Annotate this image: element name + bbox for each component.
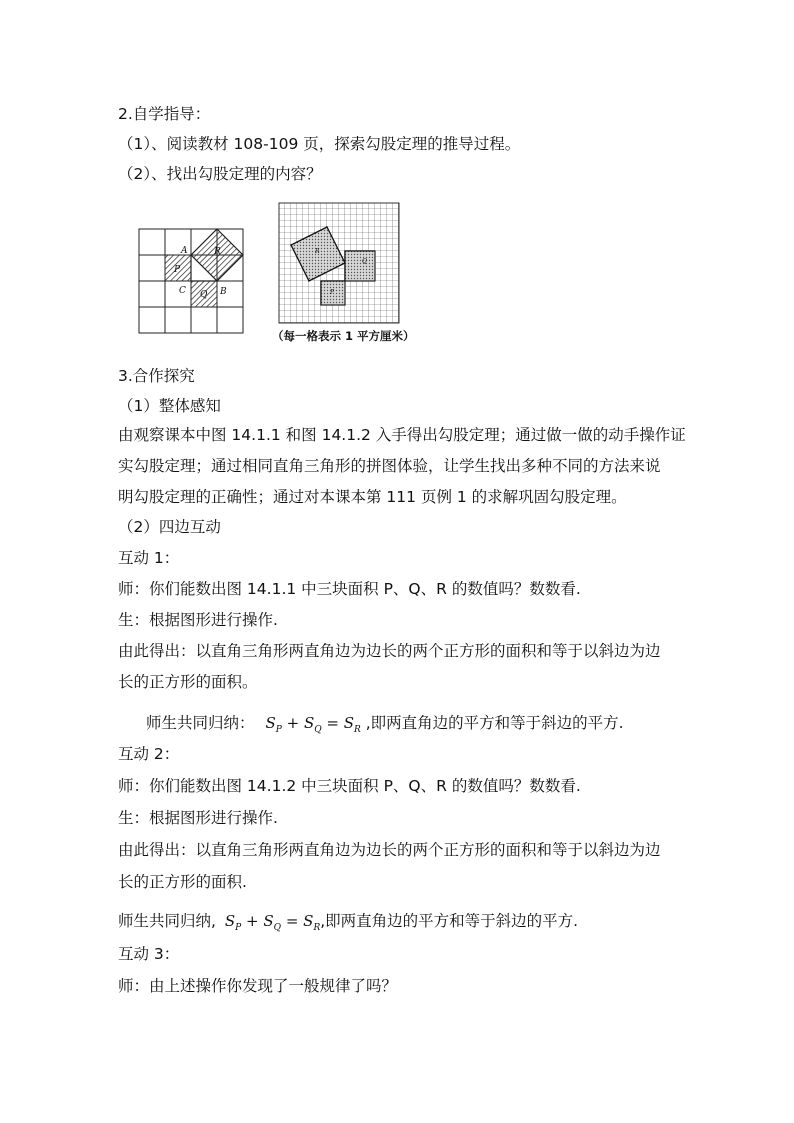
section-2-title: 2.自学指导：	[118, 105, 211, 123]
subsection-2: （2）四边互动	[118, 518, 221, 536]
interaction-2-conclusion-2: 长的正方形的面积.	[118, 873, 247, 891]
label-p-right: P	[330, 289, 335, 296]
figure-14-1-1	[138, 228, 244, 334]
label-q-right: Q	[362, 258, 367, 265]
para1-line2: 实勾股定理；通过相同直角三角形的拼图体验，让学生找出多种不同的方法来说	[118, 457, 661, 475]
interaction-2-teacher: 师：你们能数出图 14.1.2 中三块面积 P、Q、R 的数值吗？数数看.	[118, 777, 581, 795]
interaction-1-title: 互动 1：	[118, 549, 180, 567]
figure-14-1-2	[278, 202, 402, 326]
interaction-2-title: 互动 2：	[118, 745, 180, 763]
para1-line1: 由观察课本中图 14.1.1 和图 14.1.2 入手得出勾股定理；通过做一做的动手操作证	[118, 426, 686, 444]
label-r: R	[214, 247, 221, 257]
interaction-1-teacher: 师：你们能数出图 14.1.1 中三块面积 P、Q、R 的数值吗？数数看.	[118, 580, 581, 598]
label-b: B	[220, 287, 227, 297]
para1-line3: 明勾股定理的正确性；通过对本课本第 111 页例 1 的求解巩固勾股定理。	[118, 488, 627, 506]
summary-1-prefix: 师生共同归纳：	[146, 714, 255, 732]
figure-caption: （每一格表示 1 平方厘米）	[272, 329, 415, 343]
guide-item-2: （2）、找出勾股定理的内容？	[118, 165, 322, 183]
interaction-2-student: 生：根据图形进行操作.	[118, 809, 278, 827]
subsection-1: （1）整体感知	[118, 397, 221, 415]
interaction-1-conclusion-2: 长的正方形的面积。	[118, 673, 258, 691]
label-r-right: R	[315, 248, 320, 255]
label-p: P	[174, 265, 181, 275]
section-3-title: 3.合作探究	[118, 367, 195, 385]
interaction-2-summary	[118, 910, 578, 939]
formula-1: $S_P + S_Q = S_R$	[265, 714, 361, 735]
interaction-1-student: 生：根据图形进行操作.	[118, 611, 278, 629]
interaction-1-conclusion-1: 由此得出：以直角三角形两直角边为边长的两个正方形的面积和等于以斜边为边	[118, 642, 661, 660]
interaction-3-title: 互动 3：	[118, 945, 180, 963]
summary-1-suffix: ,即两直角边的平方和等于斜边的平方.	[365, 714, 624, 732]
interaction-3-teacher: 师：由上述操作你发现了一般规律了吗？	[118, 977, 398, 995]
guide-item-1: （1）、阅读教材 108-109 页，探索勾股定理的推导过程。	[118, 135, 521, 153]
summary-2-suffix: ,即两直角边的平方和等于斜边的平方.	[320, 912, 579, 930]
square-q-right	[345, 251, 375, 281]
interaction-2-conclusion-1: 由此得出：以直角三角形两直角边为边长的两个正方形的面积和等于以斜边为边	[118, 841, 661, 859]
label-q: Q	[200, 290, 208, 300]
label-c: C	[179, 286, 186, 296]
summary-2-prefix: 师生共同归纳,	[118, 912, 216, 930]
interaction-1-summary	[146, 712, 624, 741]
label-a: A	[181, 246, 188, 256]
formula-2: $S_P + S_Q = S_R$	[224, 912, 321, 933]
